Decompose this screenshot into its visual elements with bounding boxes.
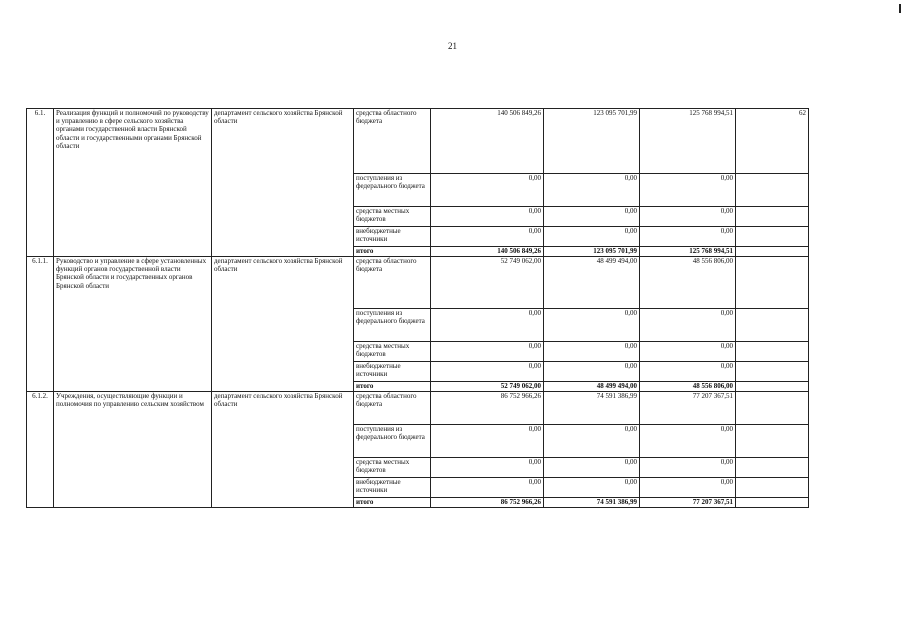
value-year-2: 74 591 386,99 <box>544 498 640 508</box>
value-extra <box>736 227 809 247</box>
value-year-3: 0,00 <box>640 227 736 247</box>
value-year-3: 0,00 <box>640 207 736 227</box>
row-name: Руководство и управление в сфере установленных функций органов государственной власти Брянской области и государственных органов Брянской области <box>54 257 212 392</box>
value-year-1: 86 752 966,26 <box>431 498 544 508</box>
value-year-1: 0,00 <box>431 174 544 207</box>
page-number: 21 <box>448 41 457 51</box>
value-year-2: 48 499 494,00 <box>544 382 640 392</box>
value-year-1: 52 749 062,00 <box>431 257 544 309</box>
table-row <box>27 392 809 425</box>
source-label: средства местных бюджетов <box>354 458 431 478</box>
value-extra <box>736 362 809 382</box>
table-row <box>27 257 809 309</box>
value-year-2: 123 095 701,99 <box>544 109 640 174</box>
value-extra <box>736 458 809 478</box>
value-extra <box>736 392 809 425</box>
value-year-1: 0,00 <box>431 309 544 342</box>
value-extra <box>736 478 809 498</box>
source-label: средства местных бюджетов <box>354 207 431 227</box>
value-year-2: 0,00 <box>544 342 640 362</box>
value-extra: 62 <box>736 109 809 174</box>
value-extra <box>736 342 809 362</box>
value-year-2: 0,00 <box>544 227 640 247</box>
source-label: средства областного бюджета <box>354 109 431 174</box>
source-label: внебюджетные источники <box>354 362 431 382</box>
value-extra <box>736 247 809 257</box>
value-year-3: 125 768 994,51 <box>640 109 736 174</box>
row-code: 6.1. <box>27 109 54 257</box>
source-label: средства областного бюджета <box>354 257 431 309</box>
row-executor: департамент сельского хозяйства Брянской области <box>212 392 354 508</box>
source-label: поступления из федерального бюджета <box>354 309 431 342</box>
value-year-2: 0,00 <box>544 478 640 498</box>
value-year-3: 0,00 <box>640 458 736 478</box>
source-label: средства местных бюджетов <box>354 342 431 362</box>
value-year-1: 0,00 <box>431 227 544 247</box>
value-year-1: 0,00 <box>431 478 544 498</box>
value-extra <box>736 382 809 392</box>
value-year-1: 0,00 <box>431 207 544 227</box>
row-code: 6.1.1. <box>27 257 54 392</box>
source-label: итого <box>354 247 431 257</box>
value-year-2: 0,00 <box>544 458 640 478</box>
source-label: внебюджетные источники <box>354 478 431 498</box>
row-name: Реализация функций и полномочий по руководству и управлению в сфере сельского хозяйства органами государственной власти Брянской области и государственными органами Брянской области <box>54 109 212 257</box>
value-year-1: 0,00 <box>431 362 544 382</box>
value-year-3: 0,00 <box>640 425 736 458</box>
source-label: внебюджетные источники <box>354 227 431 247</box>
source-label: итого <box>354 382 431 392</box>
value-year-3: 77 207 367,51 <box>640 392 736 425</box>
source-label: поступления из федерального бюджета <box>354 425 431 458</box>
row-code: 6.1.2. <box>27 392 54 508</box>
value-year-1: 140 506 849,26 <box>431 109 544 174</box>
value-year-2: 123 095 701,99 <box>544 247 640 257</box>
row-name: Учреждения, осуществляющие функции и полномочия по управлению сельским хозяйством <box>54 392 212 508</box>
value-year-3: 48 556 806,00 <box>640 257 736 309</box>
scan-edge-mark <box>899 4 901 13</box>
value-extra <box>736 498 809 508</box>
value-extra <box>736 425 809 458</box>
value-year-3: 0,00 <box>640 174 736 207</box>
value-year-3: 0,00 <box>640 309 736 342</box>
value-year-3: 0,00 <box>640 362 736 382</box>
value-year-2: 48 499 494,00 <box>544 257 640 309</box>
value-year-1: 52 749 062,00 <box>431 382 544 392</box>
value-extra <box>736 257 809 309</box>
row-executor: департамент сельского хозяйства Брянской области <box>212 257 354 392</box>
budget-table <box>26 108 809 508</box>
source-label: поступления из федерального бюджета <box>354 174 431 207</box>
value-year-1: 0,00 <box>431 425 544 458</box>
value-year-2: 0,00 <box>544 174 640 207</box>
value-year-3: 0,00 <box>640 342 736 362</box>
table-row <box>27 109 809 174</box>
value-year-1: 0,00 <box>431 342 544 362</box>
source-label: итого <box>354 498 431 508</box>
value-year-1: 0,00 <box>431 458 544 478</box>
value-year-1: 86 752 966,26 <box>431 392 544 425</box>
value-extra <box>736 309 809 342</box>
value-year-3: 0,00 <box>640 478 736 498</box>
value-year-1: 140 506 849,26 <box>431 247 544 257</box>
value-year-2: 0,00 <box>544 425 640 458</box>
row-executor: департамент сельского хозяйства Брянской области <box>212 109 354 257</box>
source-label: средства областного бюджета <box>354 392 431 425</box>
value-year-3: 77 207 367,51 <box>640 498 736 508</box>
value-year-3: 125 768 994,51 <box>640 247 736 257</box>
value-extra <box>736 174 809 207</box>
value-year-2: 0,00 <box>544 309 640 342</box>
value-extra <box>736 207 809 227</box>
value-year-3: 48 556 806,00 <box>640 382 736 392</box>
value-year-2: 0,00 <box>544 362 640 382</box>
value-year-2: 0,00 <box>544 207 640 227</box>
value-year-2: 74 591 386,99 <box>544 392 640 425</box>
